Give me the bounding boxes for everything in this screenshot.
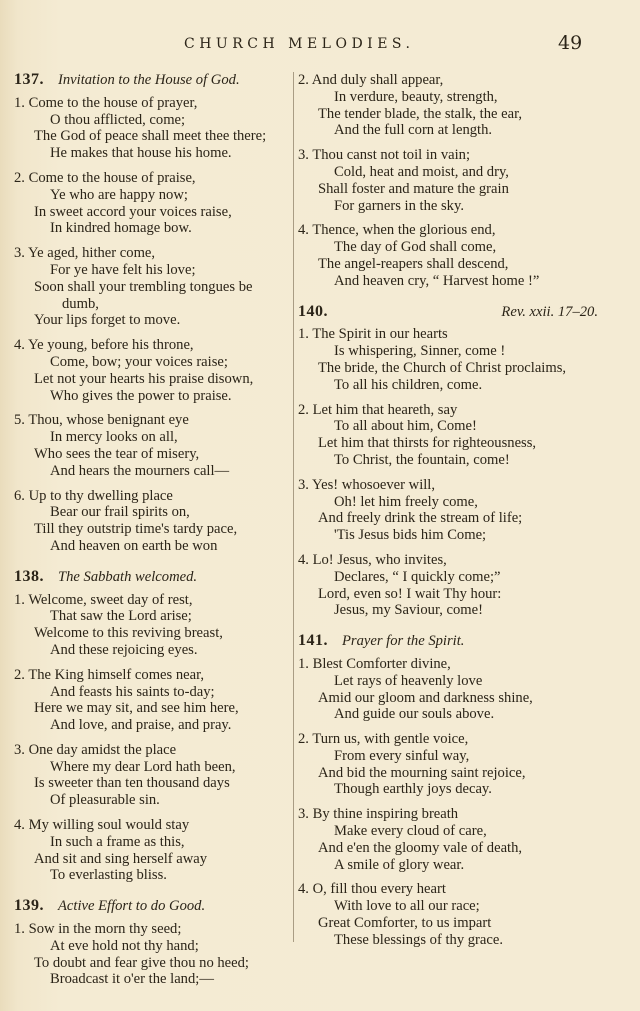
verse-line: The angel-reapers shall descend, (318, 255, 509, 272)
stanza (298, 72, 628, 139)
verse-line: And feasts his saints to-day; (50, 683, 215, 700)
verse-line: In such a frame as this, (50, 833, 185, 850)
verse-line: 5. Thou, whose benignant eye (14, 412, 189, 429)
verse-line: Who gives the power to praise. (50, 387, 232, 404)
verse-line: 4. Lo! Jesus, who invites, (298, 551, 447, 568)
verse-line: A smile of glory wear. (334, 856, 465, 873)
verse-line: Shall foster and mature the grain (318, 180, 509, 197)
hymn-number: 138. (14, 567, 44, 585)
verse-line: 1. Sow in the morn thy seed; (14, 921, 182, 938)
verse-line: Amid our gloom and darkness shine, (318, 689, 533, 706)
verse-line: Is sweeter than ten thousand days (34, 775, 230, 792)
verse-line: 6. Up to thy dwelling place (14, 487, 173, 504)
verse-line: To all about him, Come! (334, 418, 477, 435)
verse-line: And heaven on earth be won (50, 537, 218, 554)
stanza (14, 921, 292, 988)
stanza (298, 222, 628, 289)
verse-line: Who sees the tear of misery, (34, 445, 200, 462)
verse-line: Great Comforter, to us impart (318, 915, 492, 932)
verse-line: With love to all our race; (334, 898, 480, 915)
verse-line: 2. Let him that heareth, say (298, 401, 458, 418)
verse-line: 2. And duly shall appear, (298, 72, 444, 88)
verse-line: These blessings of thy grace. (334, 931, 503, 948)
verse-line: 'Tis Jesus bids him Come; (334, 527, 487, 544)
stanza (14, 170, 292, 237)
verse-line: Broadcast it o'er the land;— (50, 971, 214, 988)
hymn-title: Active Effort to do Good. (58, 898, 206, 915)
column-divider (293, 72, 294, 942)
stanza (298, 552, 628, 619)
verse-line: Though earthly joys decay. (334, 781, 492, 798)
running-title: CHURCH MELODIES. (184, 36, 415, 52)
verse-line: To everlasting bliss. (50, 867, 167, 884)
verse-line: Is whispering, Sinner, come ! (334, 343, 506, 360)
verse-line: In mercy looks on all, (50, 429, 178, 446)
verse-line: Let not your hearts his praise disown, (34, 370, 254, 387)
verse-line: Here we may sit, and see him here, (34, 700, 239, 717)
stanza (14, 412, 292, 479)
hymn-139 (298, 72, 628, 290)
stanza (14, 592, 292, 659)
stanza (14, 667, 292, 734)
verse-line: Till they outstrip time's tardy pace, (34, 521, 238, 538)
verse-line: That saw the Lord arise; (50, 608, 192, 625)
verse-line: To Christ, the fountain, come! (334, 451, 510, 468)
verse-line: The tender blade, the stalk, the ear, (318, 105, 523, 122)
verse-line: He makes that house his home. (50, 145, 232, 162)
verse-line: From every sinful way, (334, 747, 470, 764)
stanza (298, 656, 628, 723)
verse-line: O thou afflicted, come; (50, 111, 186, 128)
hymn-141 (298, 633, 628, 949)
verse-line: Make every cloud of care, (334, 823, 487, 840)
hymn-title: Invitation to the House of God. (58, 72, 240, 88)
verse-line: The day of God shall come, (334, 239, 497, 256)
stanza (298, 881, 628, 948)
stanza (298, 731, 628, 798)
verse-line: The bride, the Church of Christ proclaims, (318, 359, 567, 376)
verse-line: For ye have felt his love; (50, 261, 196, 278)
stanza (14, 337, 292, 404)
verse-line: 1. Blest Comforter divine, (298, 655, 451, 672)
hymn-137 (14, 72, 292, 555)
verse-line: Declares, “ I quickly come;” (334, 568, 501, 585)
verse-line: To doubt and fear give thou no heed; (34, 954, 249, 971)
verse-line: 1. Welcome, sweet day of rest, (14, 591, 193, 608)
hymn-title: The Sabbath welcomed. (58, 568, 198, 585)
hymn-heading (14, 569, 292, 586)
stanza (14, 488, 292, 555)
hymn-number: 140. (298, 302, 328, 320)
stanza (14, 742, 292, 809)
hymn-140 (298, 304, 628, 620)
verse-line: 3. Thou canst not toil in vain; (298, 147, 471, 164)
verse-line: 2. Turn us, with gentle voice, (298, 731, 469, 748)
stanza (298, 402, 628, 469)
verse-line: 2. The King himself comes near, (14, 666, 205, 683)
verse-line: And love, and praise, and pray. (50, 717, 232, 734)
stanza (14, 817, 292, 884)
verse-line: 3. By thine inspiring breath (298, 806, 459, 823)
verse-line: And these rejoicing eyes. (50, 641, 198, 658)
page-header (0, 30, 640, 60)
verse-line: 3. Ye aged, hither come, (14, 245, 156, 262)
verse-line: 1. The Spirit in our hearts (298, 326, 448, 343)
verse-line: And sit and sing herself away (34, 850, 208, 867)
hymn-number: 139. (14, 897, 44, 915)
verse-line: In sweet accord your voices raise, (34, 203, 232, 220)
hymn-heading (14, 898, 292, 915)
verse-line: And hears the mourners call— (50, 462, 230, 479)
verse-line: The God of peace shall meet thee there; (34, 128, 267, 145)
verse-line: Let rays of heavenly love (334, 672, 483, 689)
verse-line: And heaven cry, “ Harvest home !” (334, 272, 540, 289)
hymn-138 (14, 569, 292, 885)
verse-line: 4. Ye young, before his throne, (14, 337, 194, 354)
hymn-heading (14, 72, 292, 89)
hymn-title: Prayer for the Spirit. (342, 633, 465, 650)
hymn-139 (14, 898, 292, 988)
hymn-heading (298, 304, 628, 321)
left-column (14, 72, 292, 1002)
verse-line: Bear our frail spirits on, (50, 504, 190, 521)
verse-line: Cold, heat and moist, and dry, (334, 163, 509, 180)
hymn-number: 141. (298, 632, 328, 650)
verse-line: Come, bow; your voices raise; (50, 353, 228, 370)
verse-line: dumb, (62, 295, 99, 312)
verse-line: Oh! let him freely come, (334, 493, 478, 510)
verse-line: And e'en the gloomy vale of death, (318, 839, 523, 856)
verse-line: Of pleasurable sin. (50, 792, 160, 809)
right-column (298, 72, 628, 963)
page-number: 49 (558, 32, 583, 54)
stanza (298, 477, 628, 544)
verse-line: In kindred homage bow. (50, 220, 192, 237)
verse-line: 1. Come to the house of prayer, (14, 94, 198, 111)
verse-line: Jesus, my Saviour, come! (334, 602, 483, 619)
verse-line: Welcome to this reviving breast, (34, 625, 223, 642)
verse-line: And freely drink the stream of life; (318, 510, 523, 527)
hymn-heading (298, 633, 628, 650)
verse-line: And the full corn at length. (334, 122, 493, 139)
hymn-title: Rev. xxii. 17–20. (501, 303, 598, 320)
verse-line: 2. Come to the house of praise, (14, 169, 196, 186)
hymn-number: 137. (14, 71, 44, 88)
verse-line: Lord, even so! I wait Thy hour: (318, 585, 502, 602)
verse-line: 4. O, fill thou every heart (298, 881, 446, 898)
verse-line: In verdure, beauty, strength, (334, 88, 498, 105)
verse-line: 3. Yes! whosoever will, (298, 476, 436, 493)
verse-line: Soon shall your trembling tongues be (34, 278, 253, 295)
verse-line: To all his children, come. (334, 376, 483, 393)
verse-line: And guide our souls above. (334, 706, 495, 723)
verse-line: And bid the mourning saint rejoice, (318, 764, 526, 781)
stanza (14, 95, 292, 162)
verse-line: For garners in the sky. (334, 197, 464, 214)
verse-line: 3. One day amidst the place (14, 741, 177, 758)
stanza (298, 326, 628, 393)
verse-line: At eve hold not thy hand; (50, 937, 199, 954)
verse-line: 4. My willing soul would stay (14, 817, 190, 834)
stanza (298, 147, 628, 214)
stanza (14, 245, 292, 329)
verse-line: Where my dear Lord hath been, (50, 758, 236, 775)
verse-line: Ye who are happy now; (50, 186, 188, 203)
stanza (298, 806, 628, 873)
verse-line: Your lips forget to move. (34, 312, 181, 329)
verse-line: Let him that thirsts for righteousness, (318, 435, 537, 452)
verse-line: 4. Thence, when the glorious end, (298, 222, 496, 239)
